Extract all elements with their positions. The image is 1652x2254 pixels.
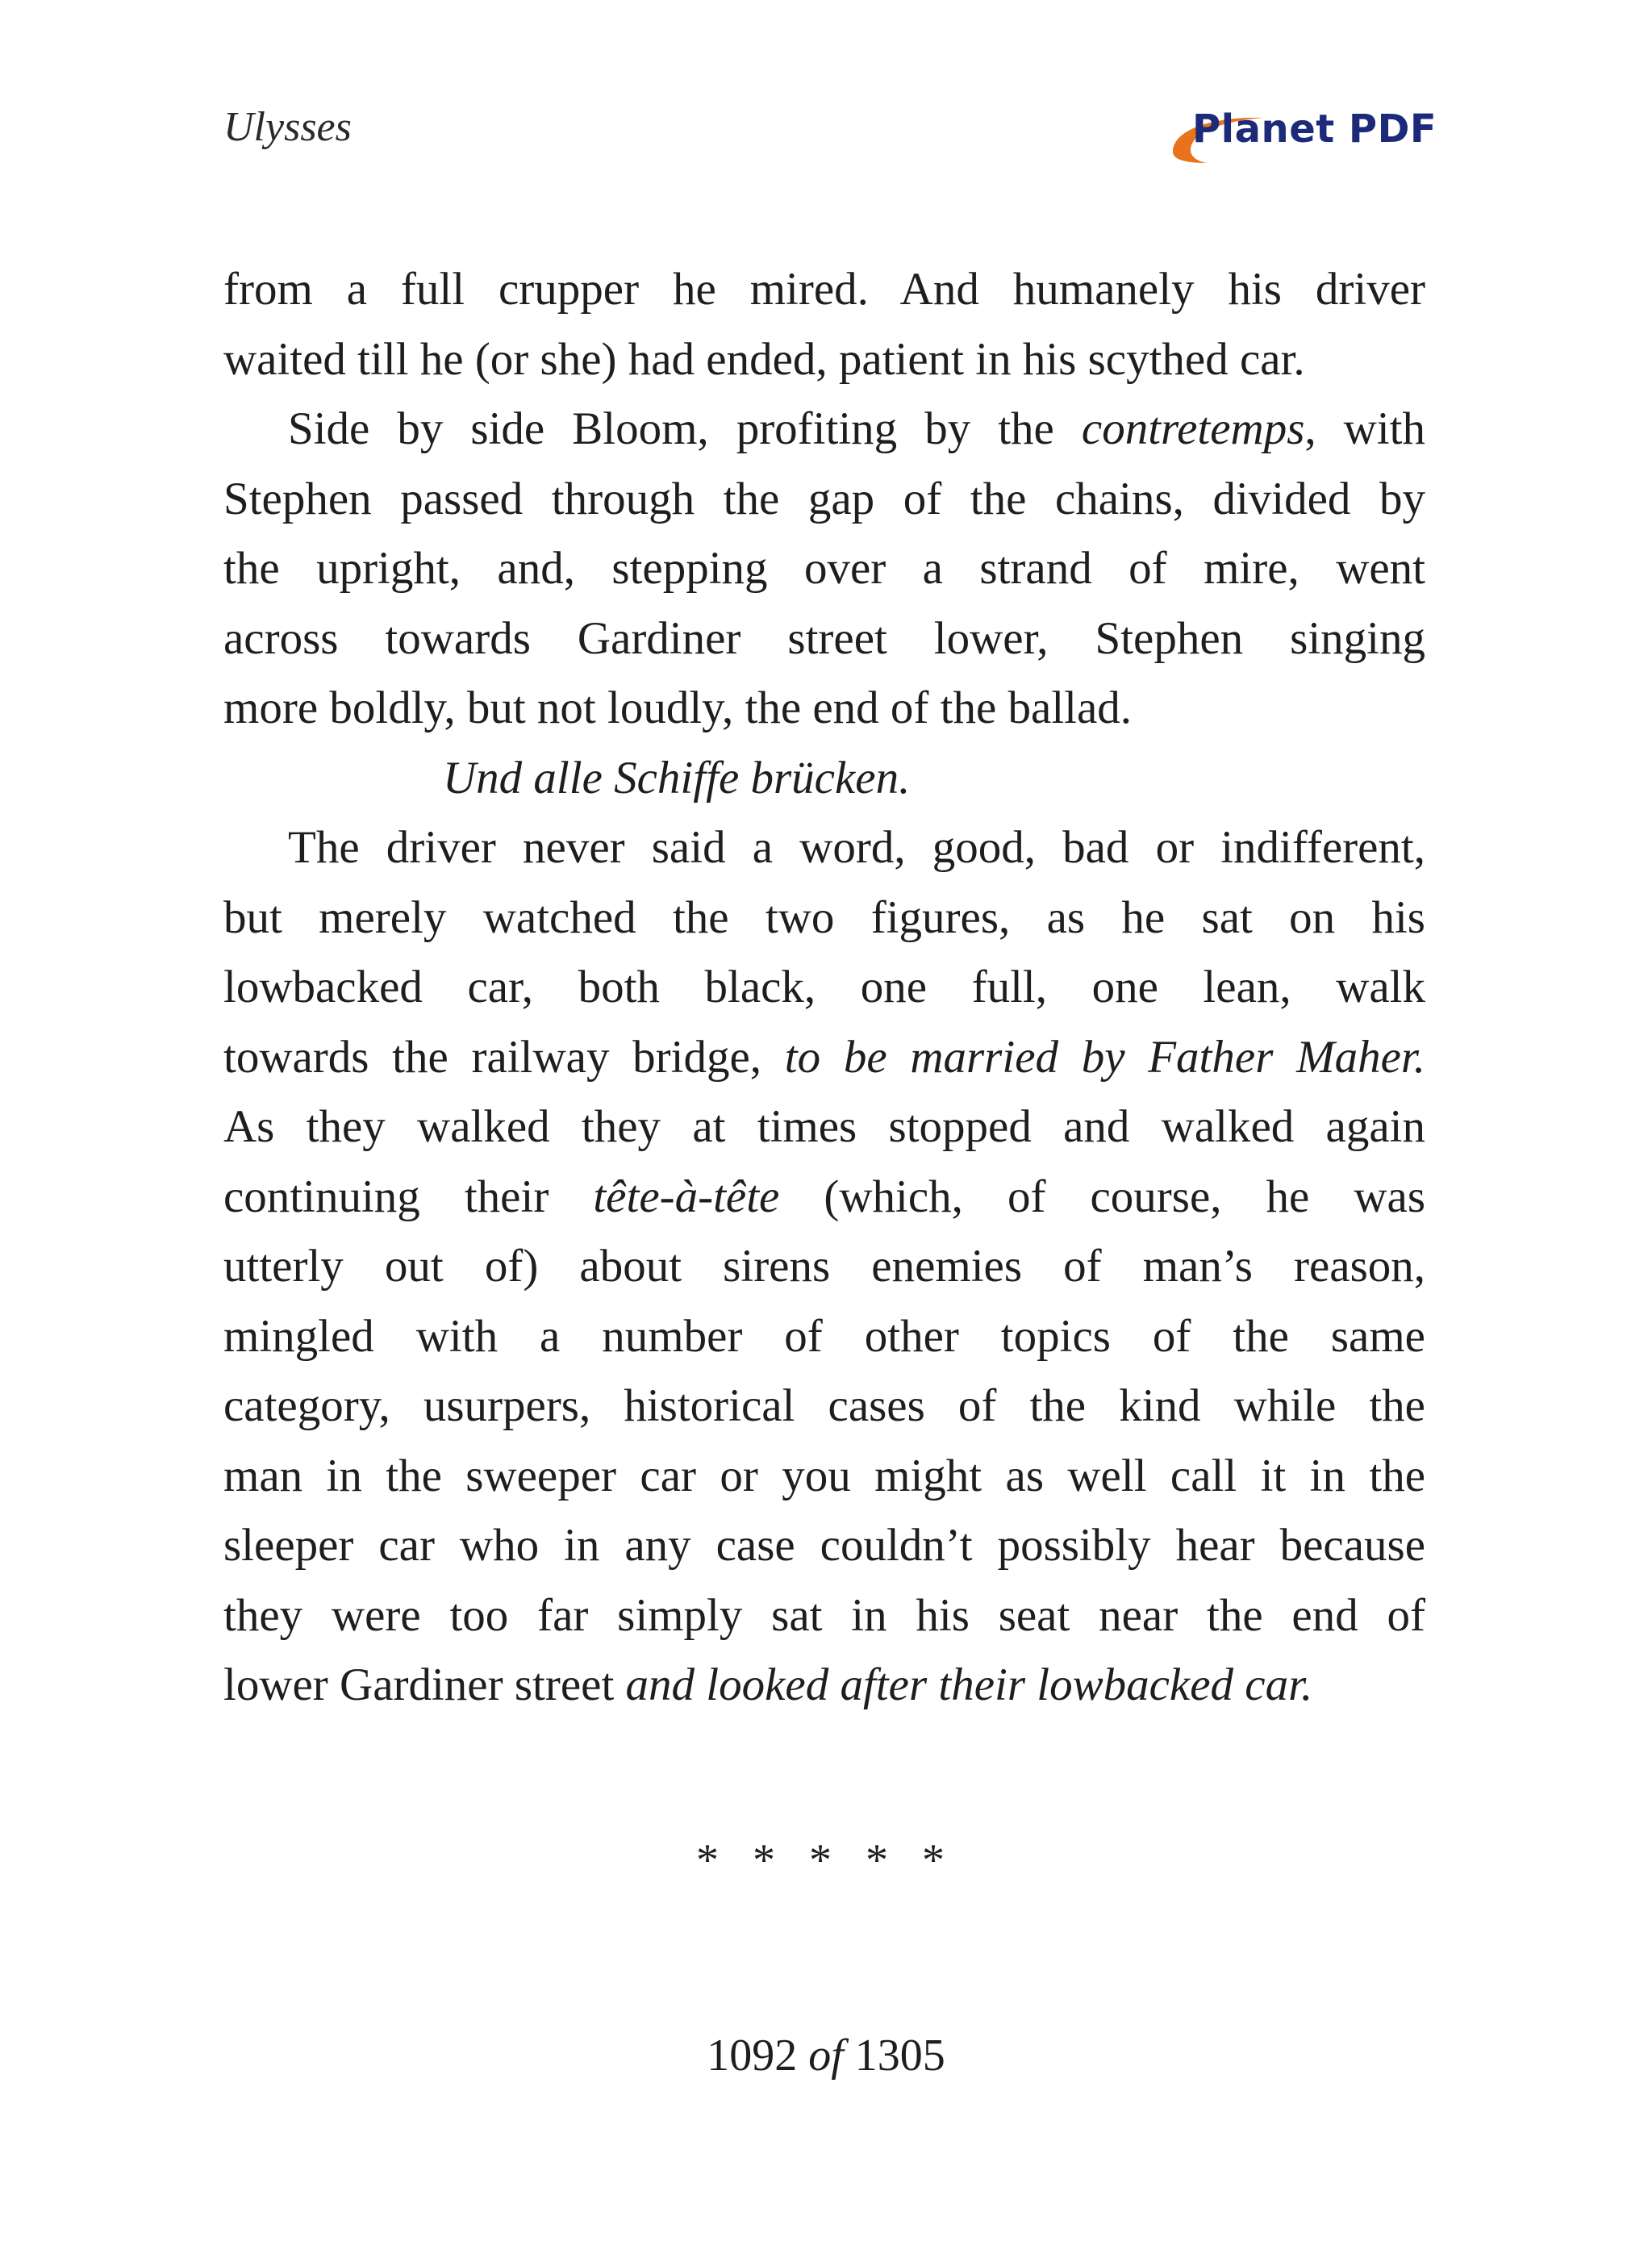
- paragraph-3-line-2: but merely watched the two figures, as he sat on his: [223, 891, 1425, 943]
- italic-run: and looked after their lowbacked car.: [625, 1659, 1313, 1710]
- paragraph-3-line-5: As they walked they at times stopped and walked again: [223, 1101, 1425, 1152]
- paragraph-3-line-3: lowbacked car, both black, one full, one lean, walk: [223, 962, 1425, 1012]
- paragraph-2-line-2: Stephen passed through the gap of the chains, divided by: [223, 473, 1425, 524]
- planet-pdf-logo: [1166, 105, 1437, 169]
- paragraph-3-line-4: [223, 1023, 1425, 1093]
- running-title: Ulysses: [223, 104, 352, 150]
- section-separator: * * * * *: [696, 1835, 956, 1885]
- paragraph-3-line-8: mingled with a number of other topics of the same: [223, 1310, 1425, 1362]
- paragraph-3-line-1: The driver never said a word, good, bad or indifferent,: [288, 822, 1425, 873]
- paragraph-2-line-3: the upright, and, stepping over a strand of mire, went: [223, 543, 1425, 594]
- paragraph-3-line-12: they were too far simply sat in his seat near the end of: [223, 1589, 1425, 1641]
- current-page: 1092: [707, 2031, 798, 2081]
- text-run: continuing their: [223, 1171, 594, 1222]
- paragraph-2-line-1: [223, 394, 1425, 465]
- text-run: (which, of course, he was: [779, 1171, 1426, 1222]
- page-number: [0, 2031, 1652, 2081]
- paragraph-3-line-10: man in the sweeper car or you might as well call it in the: [223, 1450, 1425, 1501]
- paragraph-3-line-11: sleeper car who in any case couldn’t possibly hear because: [223, 1520, 1425, 1571]
- paragraph-2-line-4: across towards Gardiner street lower, Stephen singing: [223, 612, 1425, 664]
- italic-run: to be married by Father Maher.: [784, 1031, 1425, 1083]
- verse-line: Und alle Schiffe brücken.: [443, 752, 911, 804]
- body-text: [223, 255, 1425, 1721]
- text-run: towards the railway bridge,: [223, 1031, 785, 1083]
- text-run: Side by side Bloom, profiting by the: [288, 403, 1082, 454]
- italic-run: tête-à-tête: [593, 1171, 780, 1222]
- text-run: lower Gardiner street: [223, 1659, 626, 1710]
- paragraph-3-line-9: category, usurpers, historical cases of the kind while the: [223, 1380, 1425, 1431]
- paragraph-3-line-13: [223, 1651, 1425, 1721]
- paragraph-2-line-5: more boldly, but not loudly, the end of the ballad.: [223, 682, 1133, 733]
- paragraph-1-line-2: waited till he (or she) had ended, patient in his scythed car.: [223, 333, 1305, 385]
- total-pages: 1305: [854, 2031, 945, 2081]
- page-of: of: [808, 2031, 844, 2081]
- text-run: , with: [1304, 403, 1425, 454]
- paragraph-1-line-1: from a full crupper he mired. And humanely his driver: [223, 264, 1425, 315]
- paragraph-3-line-7: utterly out of) about sirens enemies of man’s reason,: [223, 1241, 1425, 1292]
- logo-text: Planet PDF: [1192, 106, 1437, 152]
- paragraph-3-line-6: [223, 1162, 1425, 1233]
- italic-run: contretemps: [1081, 403, 1305, 454]
